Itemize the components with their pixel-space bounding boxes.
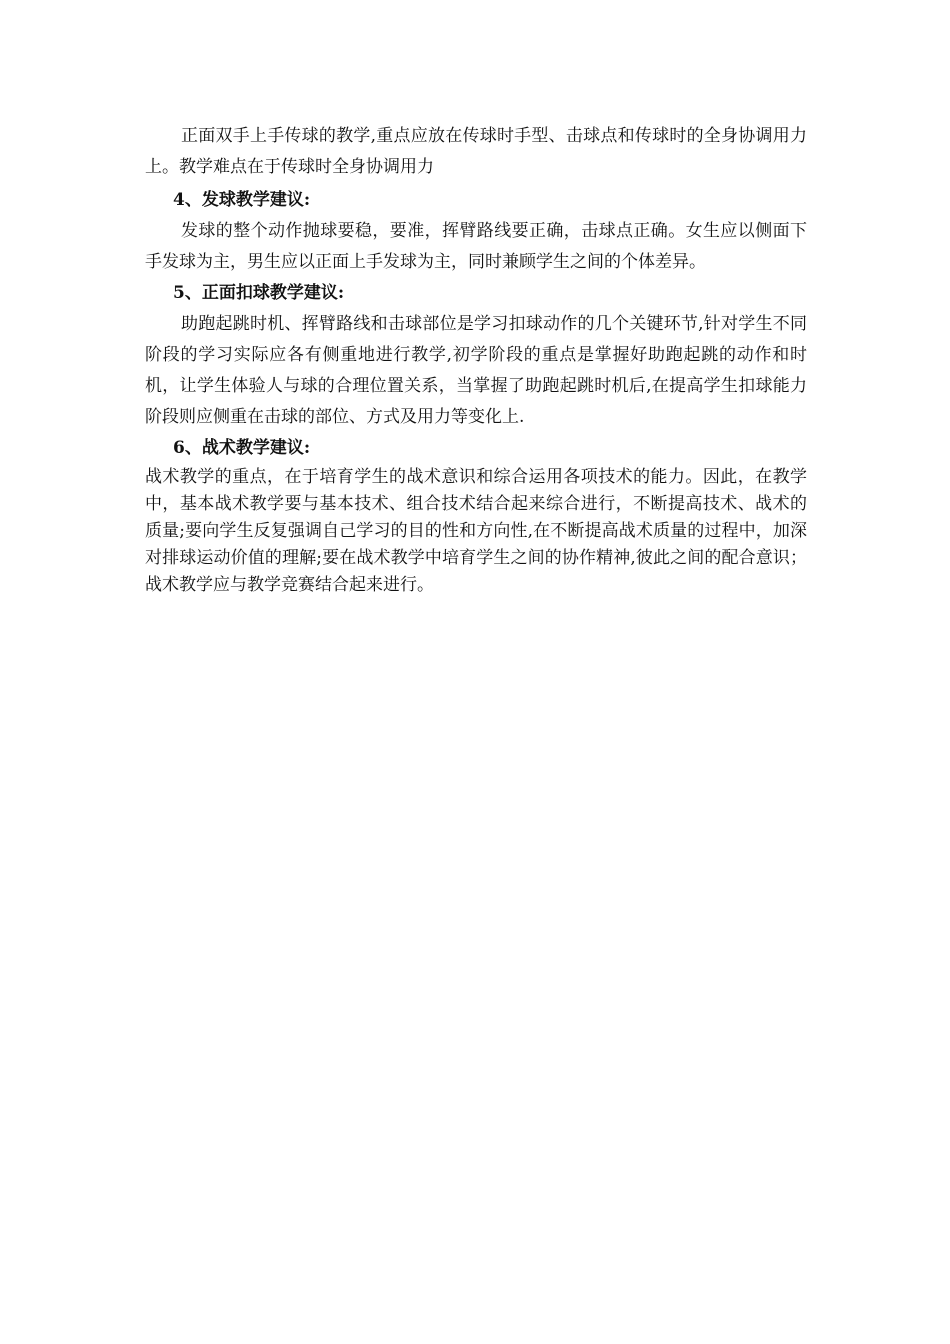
paragraph-setting-pass-teaching: 正面双手上手传球的教学,重点应放在传球时手型、击球点和传球时的全身协调用力上。教学难点在于传球时全身协调用力 [145, 126, 807, 177]
heading-spike-teaching: 5、正面扣球教学建议: [173, 283, 345, 303]
paragraph-tactics-teaching: 战术教学的重点，在于培育学生的战术意识和综合运用各项技术的能力。因此，在教学中，基本战术教学要与基本技术、组合技术结合起来综合进行，不断提高技术、战术的质量;要向学生反复强调自己学习的目的性和方向性,在不断提高战术质量的过程中，加深对排球运动价值的理解;要在战术教学中培育学生之间的协作精神,彼此之间的配合意识；战术教学应与教学竞赛结合起来进行。 [145, 467, 807, 595]
paragraph-serve-teaching: 发球的整个动作抛球要稳，要准，挥臂路线要正确，击球点正确。女生应以侧面下手发球为主，男生应以正面上手发球为主，同时兼顾学生之间的个体差异。 [145, 221, 807, 272]
paragraph-spike-teaching: 助跑起跳时机、挥臂路线和击球部位是学习扣球动作的几个关键环节,针对学生不同阶段的学习实际应各有侧重地进行教学,初学阶段的重点是掌握好助跑起跳的动作和时机，让学生体验人与球的合理位置关系，当掌握了助跑起跳时机后,在提高学生扣球能力阶段则应侧重在击球的部位、方式及用力等变化上. [145, 314, 807, 427]
heading-tactics-teaching: 6、战术教学建议: [173, 438, 311, 458]
document-body [145, 121, 807, 599]
heading-serve-teaching: 4、发球教学建议: [173, 190, 311, 210]
